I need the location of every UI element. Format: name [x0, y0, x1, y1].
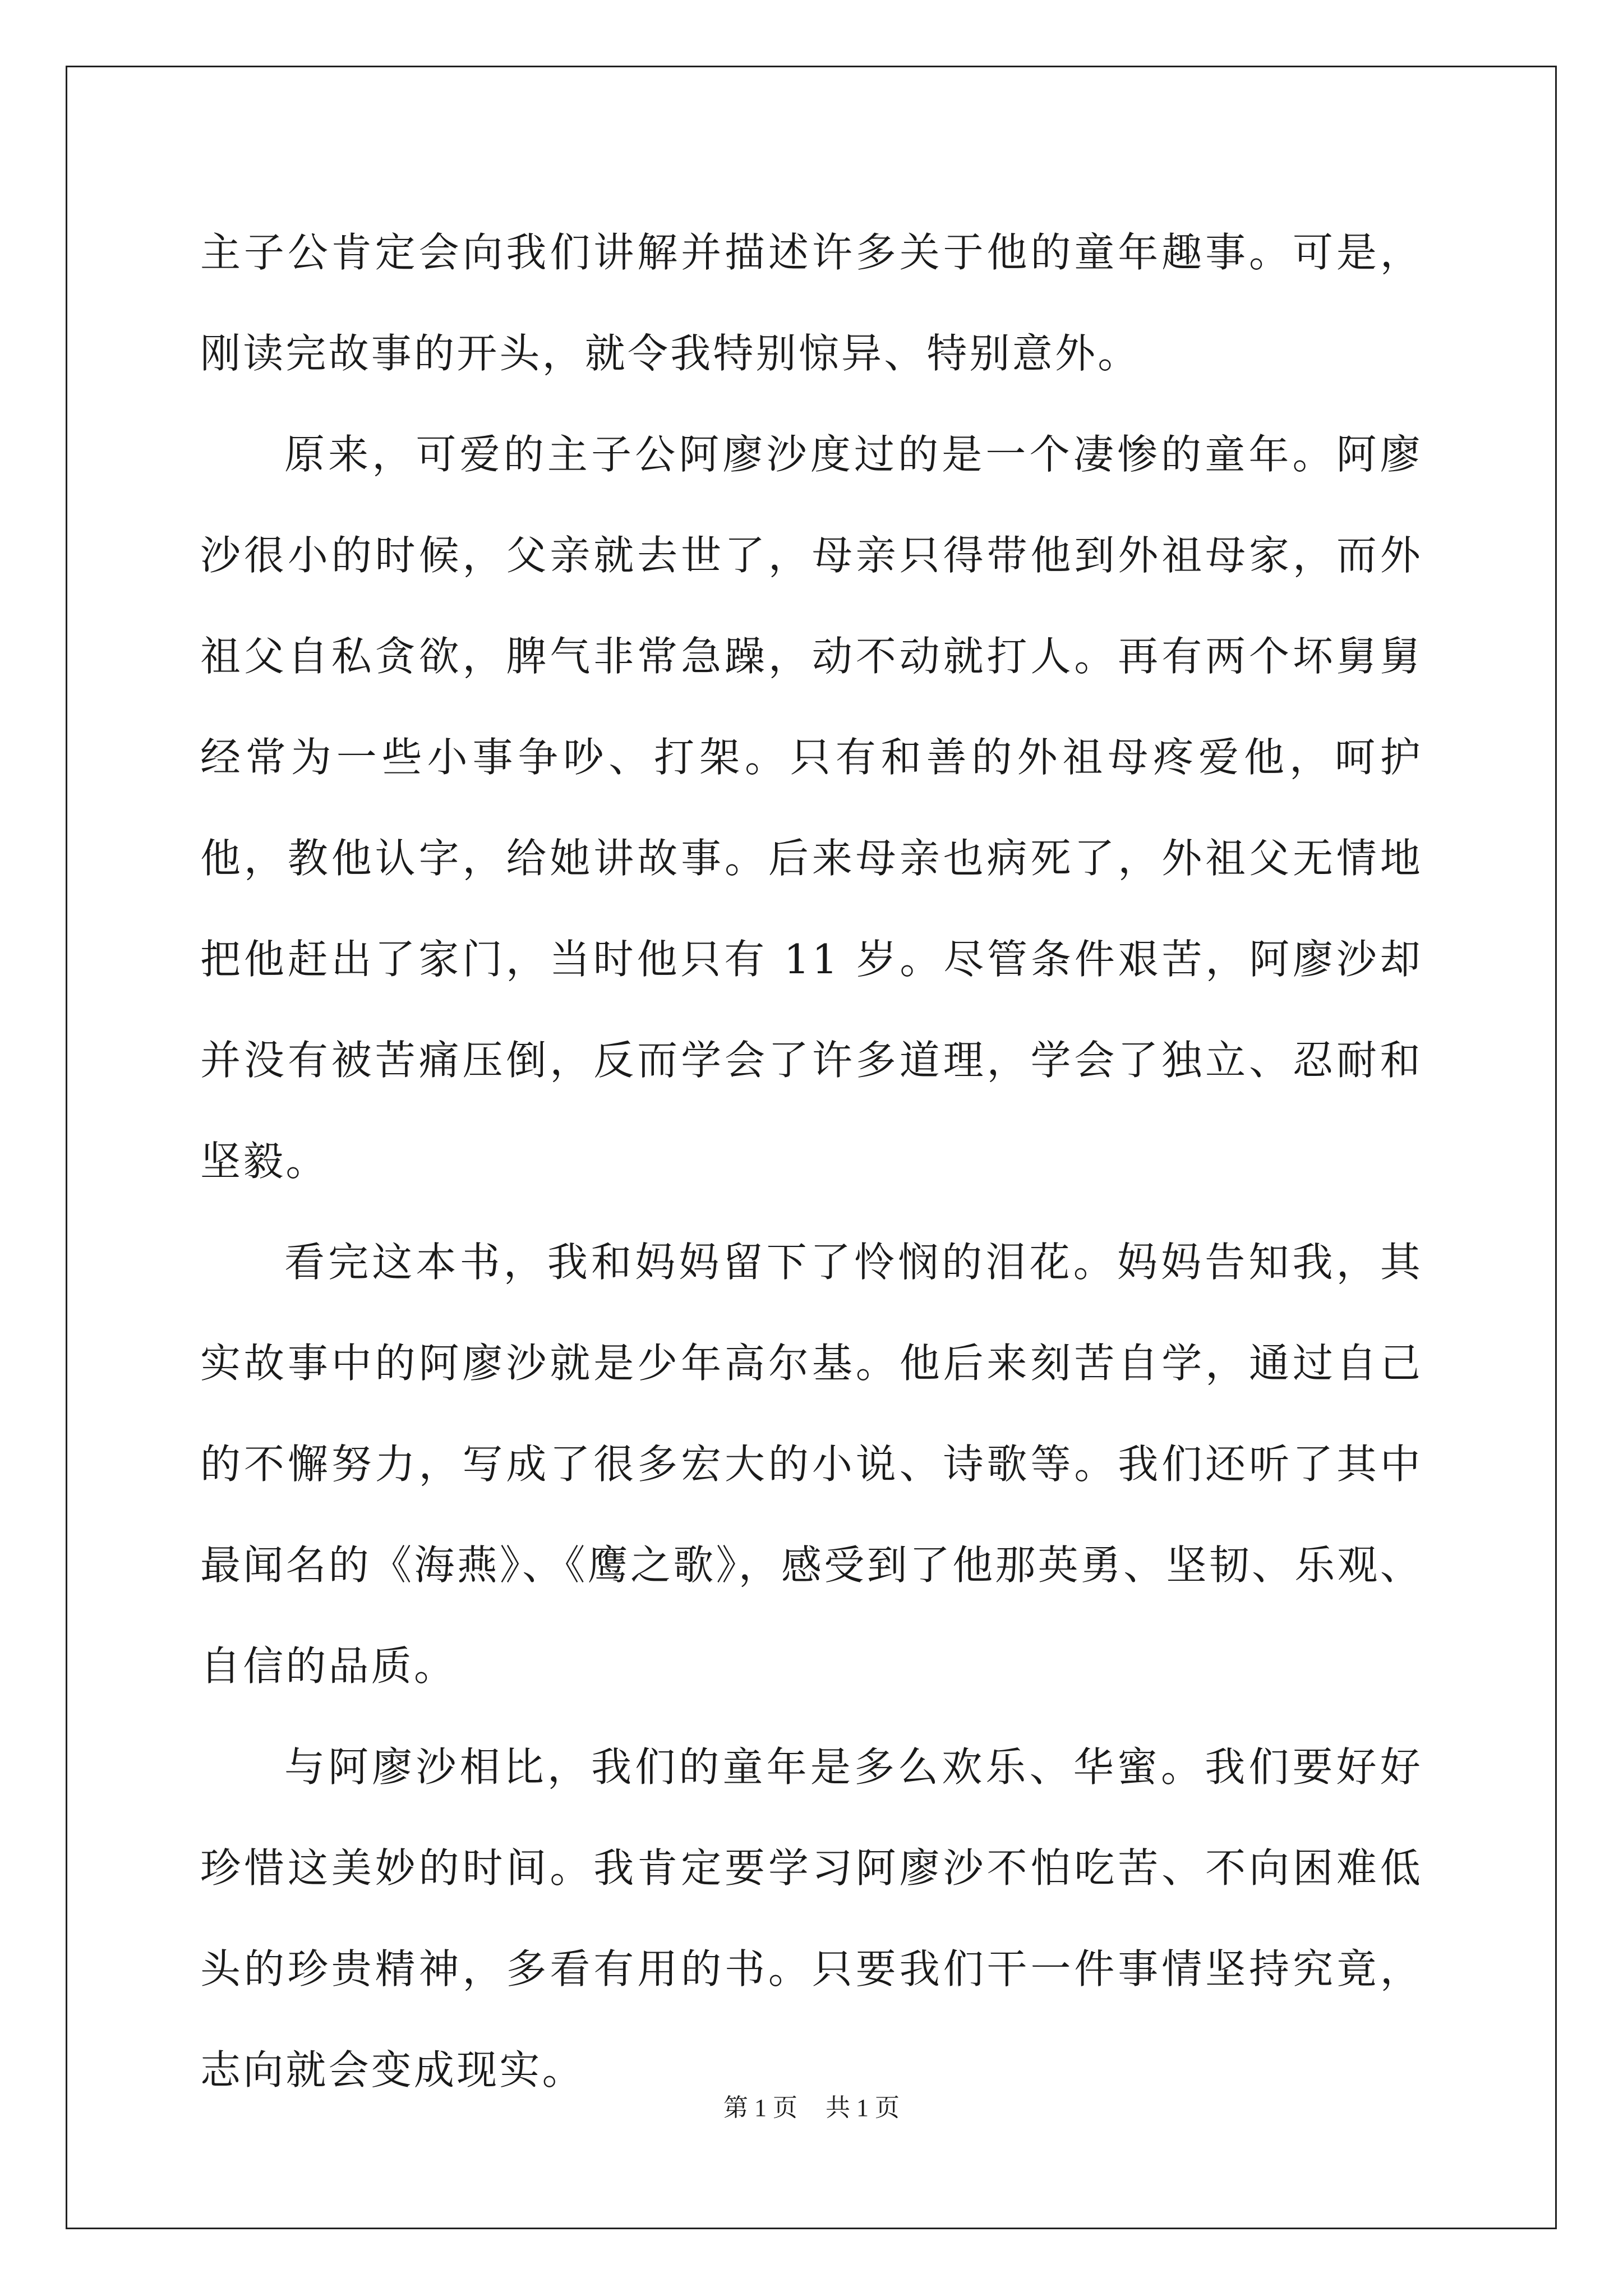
page-total: 共 1 页	[826, 2094, 900, 2122]
paragraph-1: 主子公肯定会向我们讲解并描述许多关于他的童年趣事。可是，刚读完故事的开头，就令我特别惊异、特别意外。	[200, 229, 1423, 377]
paragraph-4: 与阿廖沙相比，我们的童年是多么欢乐、华蜜。我们要好好珍惜这美妙的时间。我肯定要学习阿廖沙不怕吃苦、不向困难低头的珍贵精神，多看有用的书。只要我们干一件事情坚持究竟，志向就会变成现实。	[200, 1743, 1423, 2093]
paragraph-2: 原来，可爱的主子公阿廖沙度过的是一个凄惨的童年。阿廖沙很小的时候，父亲就去世了，母亲只得带他到外祖母家，而外祖父自私贪欲，脾气非常急躁，动不动就打人。再有两个坏舅舅经常为一些小事争吵、打架。只有和善的外祖母疼爱他，呵护他，教他认字，给她讲故事。后来母亲也病死了，外祖父无情地把他赶出了家门，当时他只有 11 岁。尽管条件艰苦，阿廖沙却并没有被苦痛压倒，反而学会了许多道理，学会了独立、忍耐和坚毅。	[200, 431, 1423, 1185]
page-number: 第 1 页	[723, 2094, 797, 2122]
page-footer	[0, 2091, 1623, 2125]
document-body	[200, 202, 1423, 2120]
paragraph-3: 看完这本书，我和妈妈留下了怜悯的泪花。妈妈告知我，其实故事中的阿廖沙就是少年高尔基。他后来刻苦自学，通过自己的不懈努力，写成了很多宏大的小说、诗歌等。我们还听了其中最闻名的《海燕》、《鹰之歌》，感受到了他那英勇、坚韧、乐观、自信的品质。	[200, 1239, 1423, 1690]
